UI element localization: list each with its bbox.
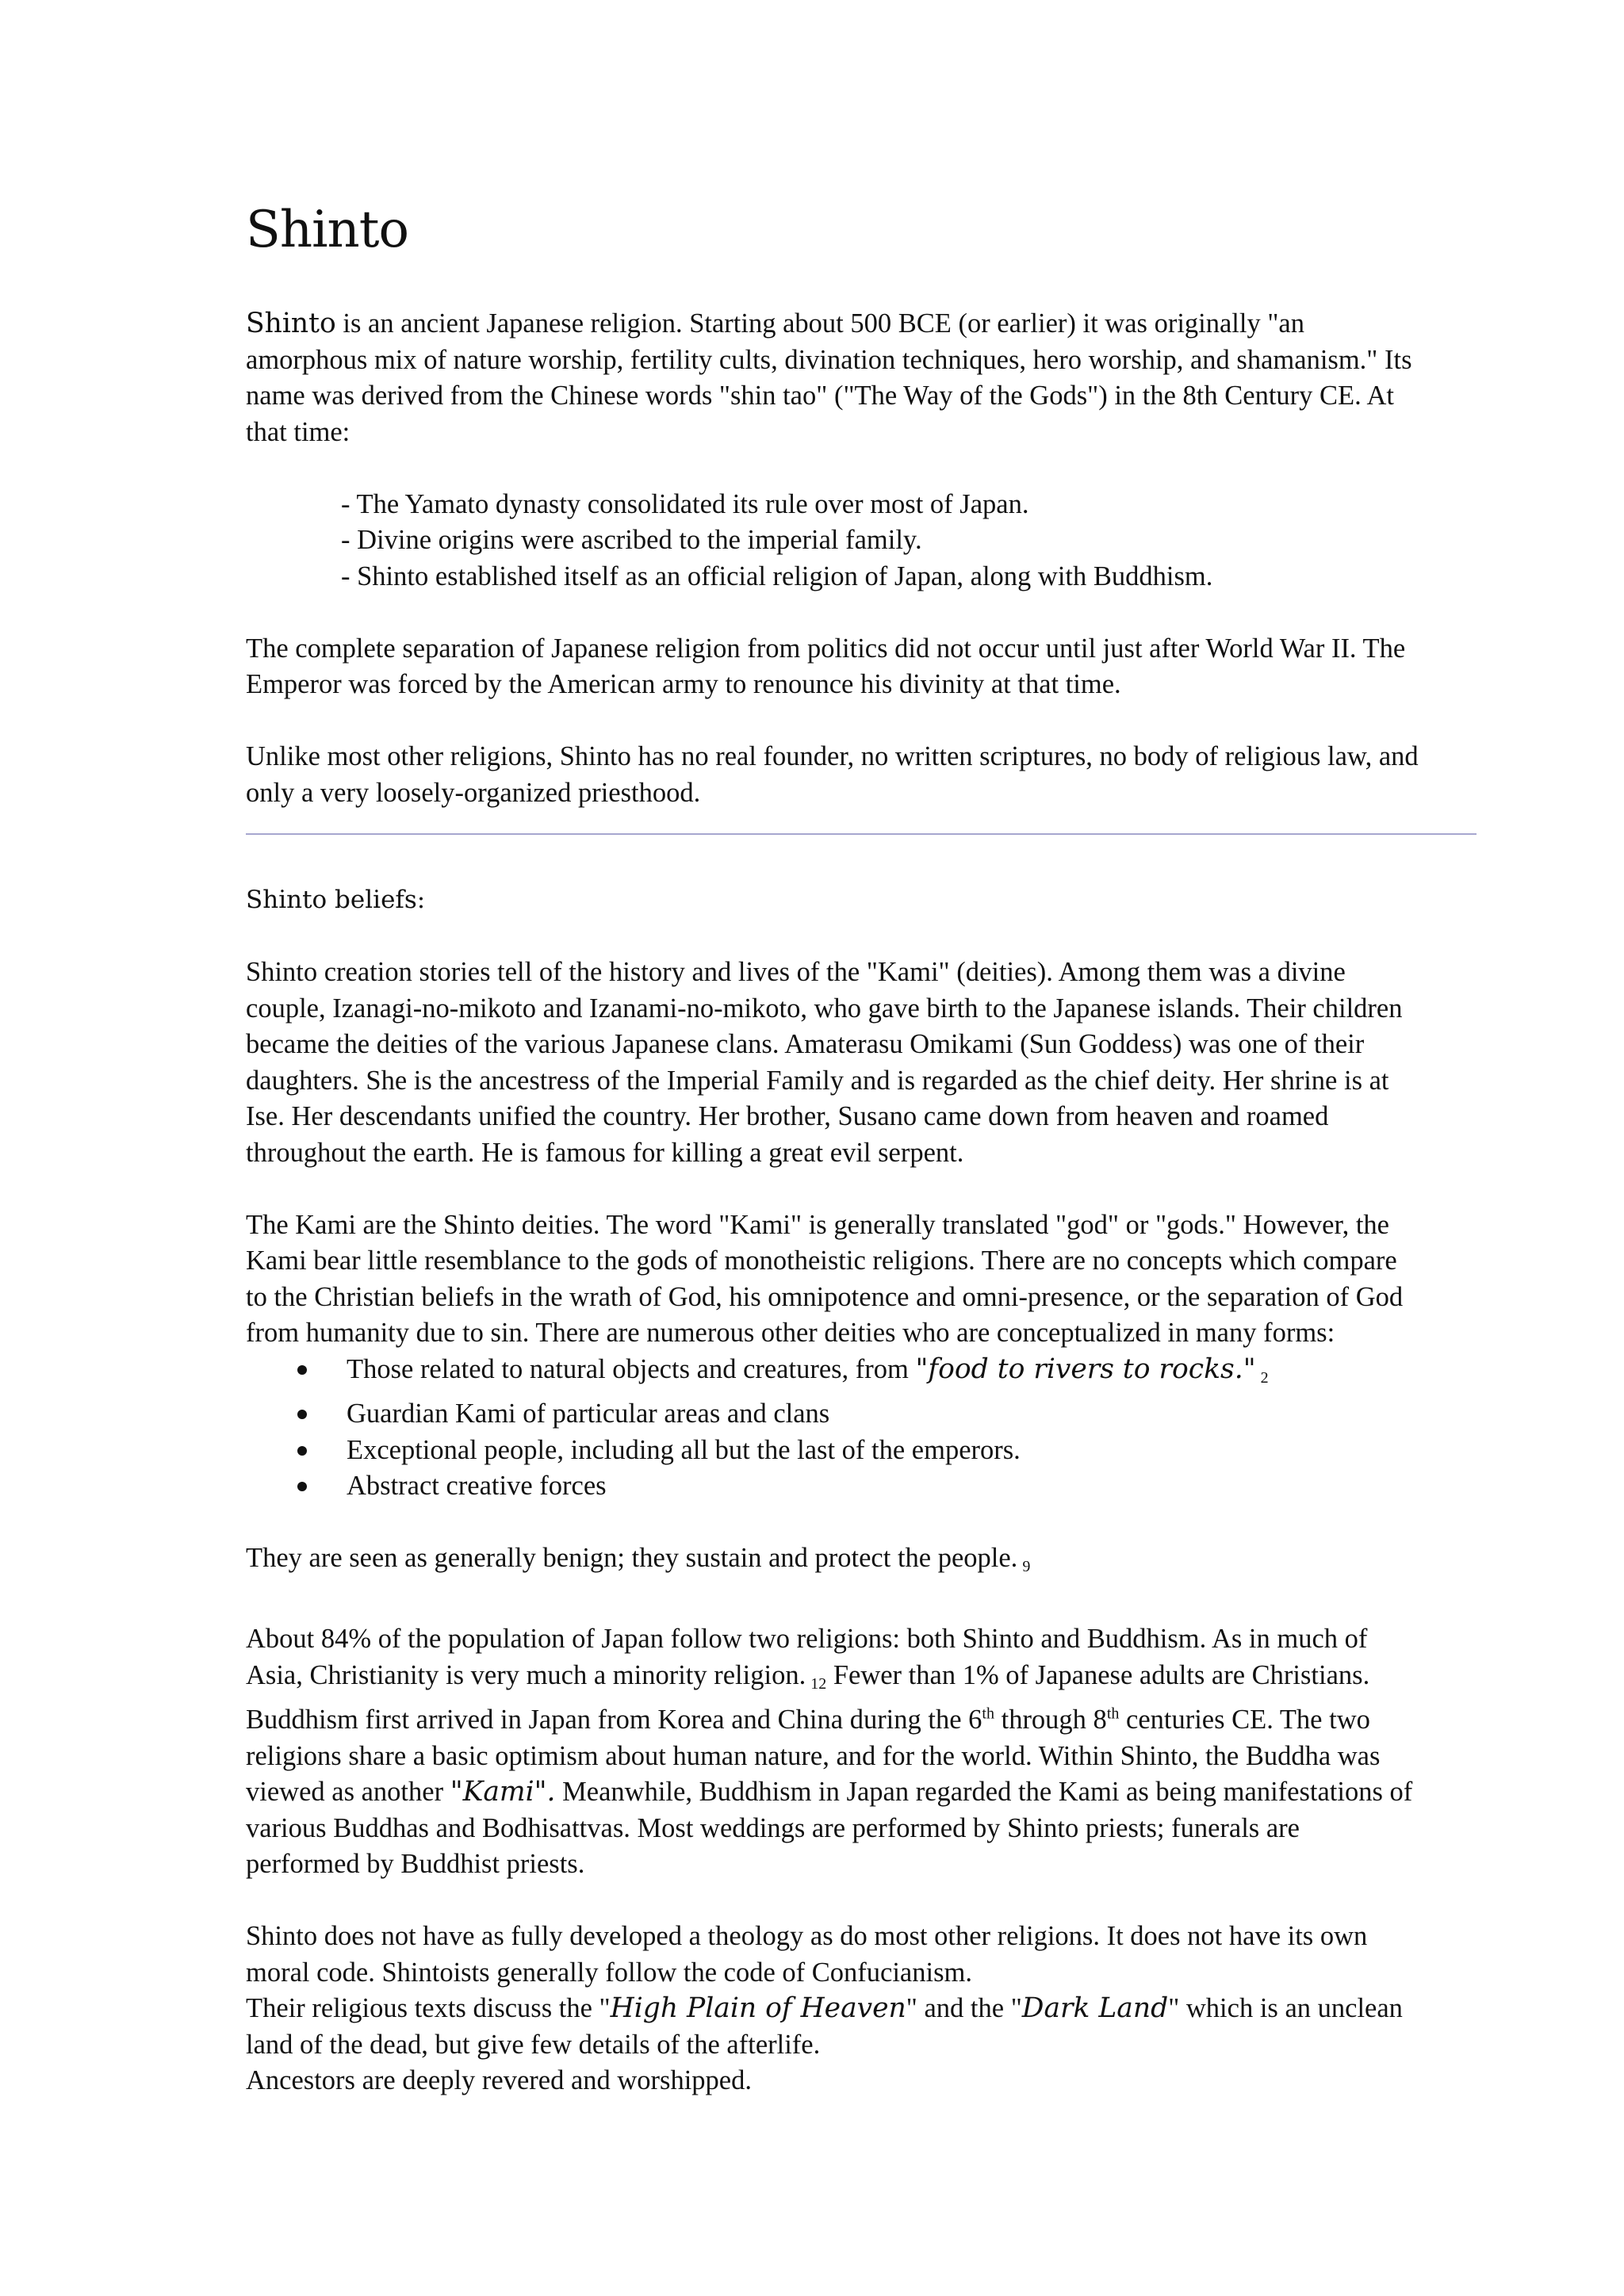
beliefs-heading: Shinto beliefs: (246, 886, 426, 914)
list-item: Abstract creative forces (347, 1468, 1483, 1505)
high-plain-term: High Plain of Heaven (610, 1992, 906, 2024)
dark-land-term: Dark Land (1021, 1992, 1169, 2024)
bullet-icon (297, 1482, 307, 1491)
list-item: Those related to natural objects and creatures, from "food to rivers to rocks." $_2$ (347, 1352, 1483, 1397)
page-title: Shinto (246, 201, 408, 259)
separation-paragraph: The complete separation of Japanese religion from politics did not occur until just after World War II. The Emperor was forced by the American army to renounce his divinity at that time. (246, 633, 1406, 699)
kami-quote: "Kami". (450, 1776, 556, 1808)
history-point: - Divine origins were ascribed to the imperial family. (341, 525, 922, 555)
benign-paragraph: They are seen as generally benign; they sustain and protect the people. $_9$ (246, 1543, 1031, 1575)
bullet-icon (297, 1446, 307, 1456)
history-point: - Shinto established itself as an official religion of Japan, along with Buddhism. (341, 561, 1213, 591)
list-item: Exceptional people, including all but the last of the emperors. (347, 1433, 1483, 1469)
theology-paragraph: Shinto does not have as fully developed a theology as do most other religions. It does not have its own moral code. Shintoists generally follow the code of Confucianism. Their religious texts discuss the "High Plain of Heaven" and the "Dark Land" which is an unclean land of the dead, but give few details of the afterlife. Ancestors are deeply revered and worshipped. (246, 1921, 1403, 2095)
bullet-icon (297, 1410, 307, 1419)
unlike-paragraph: Unlike most other religions, Shinto has no real founder, no written scriptures, no body of religious law, and only a very loosely-organized priesthood. (246, 741, 1419, 808)
footnote-ref: 12 (810, 1674, 827, 1693)
kami-forms-list (246, 1352, 1483, 1505)
population-paragraph: About 84% of the population of Japan follow two religions: both Shinto and Buddhism. As in much of Asia, Christianity is very much a minority religion. $_{12}$ Fewer than 1% of Japanese adults are Christians. Buddhism first arrived in Japan from Korea and China during the 6th through 8th centuries CE. The two religions share a basic optimism about human nature, and for the world. Within Shinto, the Buddha was viewed as another "Kami". Meanwhile, Buddhism in Japan regarded the Kami as being manifestations of various Buddhas and Bodhisattvas. Most weddings are performed by Shinto priests; funerals are performed by Buddhist priests. (246, 1624, 1413, 1879)
bullet-icon (297, 1365, 307, 1375)
history-points-list (246, 487, 1483, 595)
quote-text: "food to rivers to rocks." (915, 1353, 1256, 1385)
list-item: Guardian Kami of particular areas and clans (347, 1396, 1483, 1433)
kami-paragraph: The Kami are the Shinto deities. The word "Kami" is generally translated "god" or "gods." However, the Kami bear little resemblance to the gods of monotheistic religions. There are no concepts which compare to the Christian beliefs in the wrath of God, his omnipotence and omni-presence, or the separation of God from humanity due to sin. There are numerous other deities who are conceptualized in many forms: (246, 1209, 1404, 1348)
history-point: - The Yamato dynasty consolidated its rule over most of Japan. (341, 488, 1029, 519)
footnote-ref: 9 (1022, 1558, 1031, 1575)
intro-lead-word: Shinto (246, 308, 336, 339)
footnote-ref: 2 (1260, 1368, 1269, 1387)
intro-text: is an ancient Japanese religion. Starting about 500 BCE (or earlier) it was originally "an amorphous mix of nature worship, fertility cults, divination techniques, hero worship, and shamanism." Its name was derived from the Chinese words "shin tao" ("The Way of the Gods") in the 8th Century CE. At that time: (246, 308, 1412, 447)
intro-paragraph (246, 306, 1419, 450)
creation-paragraph: Shinto creation stories tell of the history and lives of the "Kami" (deities). Among them was a divine couple, Izanagi-no-mikoto and Izanami-no-mikoto, who gave birth to the Japanese islands. Their children became the deities of the various Japanese clans. Amaterasu Omikami (Sun Goddess) was one of their daughters. She is the ancestress of the Imperial Family and is regarded as the chief deity. Her shrine is at Ise. Her descendants unified the country. Her brother, Susano came down from heaven and roamed throughout the earth. He is famous for killing a great evil serpent. (246, 957, 1403, 1168)
document-page (246, 198, 1483, 2099)
